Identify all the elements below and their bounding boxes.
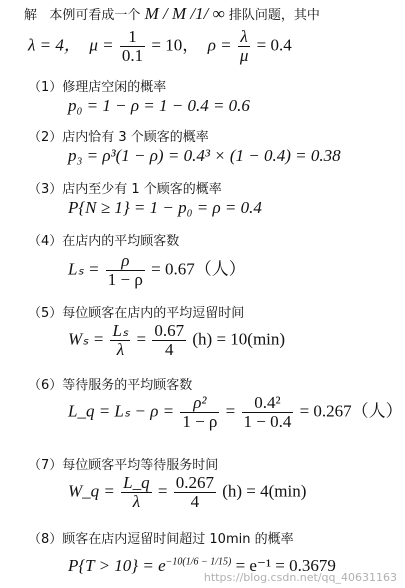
mu-rhs: = 10， [151,35,200,55]
lq-denominator-1: 1 − ρ [182,412,218,431]
ls-fraction [106,252,145,289]
ws-rhs: (h) = 10(min) [192,329,286,349]
section-3-formula: P{N ≥ 1} = 1 − p₀ = ρ = 0.4 [68,198,262,217]
pt-exponent: −10(1/6 − 1/15) [165,556,232,568]
mu-numerator: 1 [120,28,145,47]
wq-equals: = [157,481,168,501]
section-3-title: （3）店内至少有 1 个顾客的概率 [28,182,222,197]
section-1-title: （1）修理店空闲的概率 [28,80,167,95]
intro-prefix: 解 [24,8,38,23]
ws-lhs: Wₛ = [68,329,105,349]
ls-numerator: ρ [106,252,145,271]
lq-fraction-1 [180,394,219,431]
ws-numerator-1: Lₛ [112,321,129,340]
section-5-title: （5）每位顾客在店内的平均逗留时间 [28,306,245,321]
wq-rhs: (h) = 4(min) [222,481,307,501]
intro-text: 本例可看成一个 [49,8,141,23]
wq-fraction-2 [174,474,216,511]
section-2-formula: p₃ = ρ³(1 − ρ) = 0.4³ × (1 − 0.4) = 0.38 [68,146,341,165]
section-5-formula [68,322,285,359]
rho-fraction [238,28,251,65]
ls-rhs: = 0.67（人） [151,259,246,279]
section-4-title: （4）在店内的平均顾客数 [28,234,180,249]
ls-lhs: Lₛ = [68,259,100,279]
section-8-title: （8）顾客在店内逗留时间超过 10min 的概率 [28,532,294,547]
lq-denominator-2: 1 − 0.4 [243,412,292,431]
wq-denominator-2: 4 [190,492,200,511]
wq-numerator-2: 0.267 [175,473,214,492]
mu-denominator: 0.1 [121,46,144,65]
section-7-title: （7）每位顾客平均等待服务时间 [28,458,219,473]
wq-numerator-1: L_q [123,473,150,492]
mu-lhs: μ = [89,35,114,55]
ws-denominator-2: 4 [165,340,174,359]
lq-fraction-2 [242,394,294,431]
lq-numerator-2: 0.4² [242,394,294,413]
rho-denominator: μ [239,46,249,65]
watermark: https://blog.csdn.net/qq_40631163 [203,571,397,584]
lq-rhs: = 0.267（人） [299,401,403,421]
ws-denominator-1: λ [116,340,125,359]
section-1-formula: p₀ = 1 − ρ = 1 − 0.4 = 0.6 [68,96,250,115]
wq-denominator-1: λ [132,492,141,511]
wq-lhs: W_q = [68,481,115,501]
ws-fraction-2 [152,322,186,359]
ws-fraction-1 [110,322,130,359]
lq-lhs: L_q = Lₛ − ρ = [68,401,175,421]
ls-denominator: 1 − ρ [107,270,143,289]
section-6-title: （6）等待服务的平均顾客数 [28,378,193,393]
wq-fraction-1 [121,474,151,511]
intro-suffix: 排队问题，其中 [228,8,320,23]
pt-lhs: P{T > 10} = e [68,556,166,575]
params-line [28,28,292,65]
rho-lhs: ρ = [207,35,232,55]
lambda-value: λ = 4， [28,35,81,55]
section-2-title: （2）店内恰有 3 个顾客的概率 [28,130,209,145]
rho-numerator: λ [238,28,251,47]
section-7-formula [68,474,306,511]
rho-rhs: = 0.4 [256,35,292,55]
intro-line [24,4,320,24]
queue-model: M / M /1/ ∞ [144,4,225,23]
lq-numerator-1: ρ² [180,394,219,413]
ws-numerator-2: 0.67 [154,321,185,340]
lq-equals: = [225,401,236,421]
ws-equals: = [136,329,147,349]
section-6-formula [68,394,403,431]
mu-fraction [120,28,145,65]
pt-rhs: = e⁻¹ = 0.3679 [235,556,336,575]
section-4-formula [68,252,246,289]
